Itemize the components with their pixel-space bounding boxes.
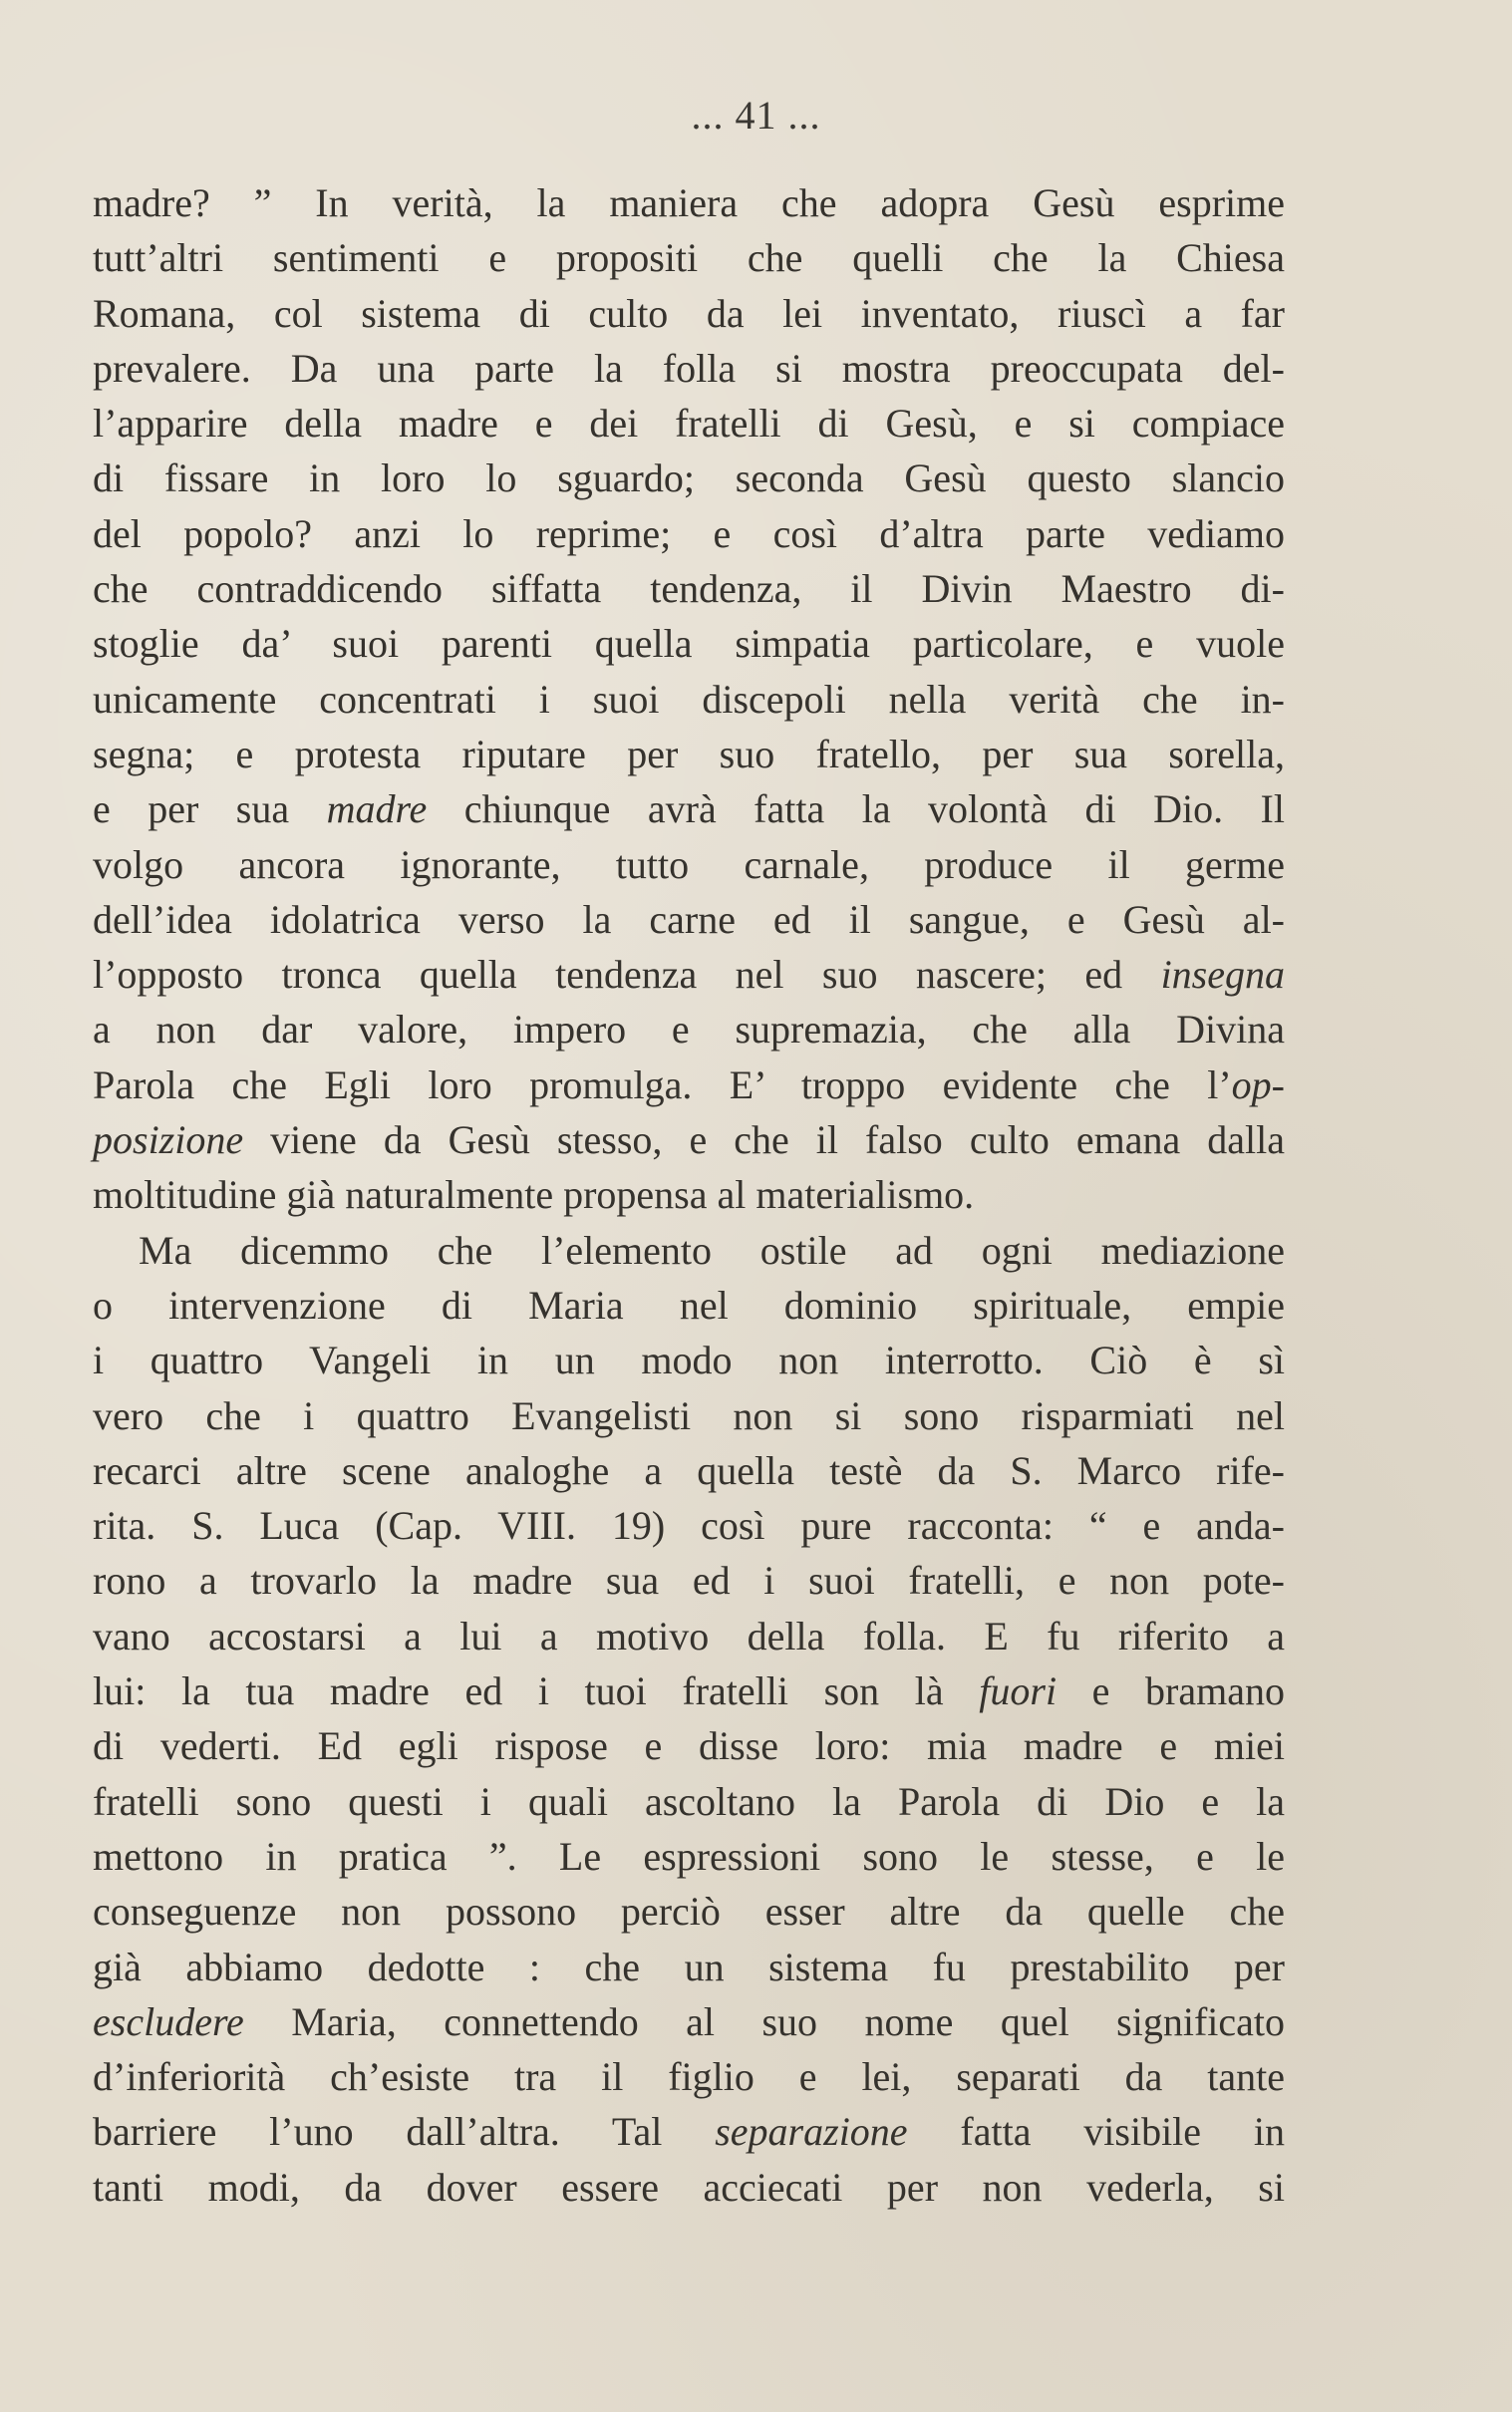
text-line xyxy=(93,286,1285,341)
text-segment: chiunque avrà fatta la volontà di Dio. Il xyxy=(427,786,1285,832)
text-segment: di fissare in loro lo sguardo; seconda Gesù questo slancio xyxy=(93,455,1285,501)
text-segment: vano accostarsi a lui a motivo della folla. E fu riferito a xyxy=(93,1613,1285,1658)
text-line xyxy=(93,1609,1285,1663)
text-segment: rita. S. Luca (Cap. VIII. 19) così pure racconta: “ e anda- xyxy=(93,1503,1285,1549)
text-segment: mettono in pratica ”. Le espressioni sono le stesse, e le xyxy=(93,1833,1285,1879)
text-segment: Maria, connettendo al suo nome quel significato xyxy=(243,1998,1285,2044)
text-segment: fratelli sono questi i quali ascoltano la Parola di Dio e la xyxy=(93,1778,1285,1824)
text-line xyxy=(93,1498,1285,1553)
text-line xyxy=(93,1884,1285,1939)
text-segment: stoglie da’ suoi parenti quella simpatia particolare, e vuole xyxy=(93,621,1285,667)
text-line xyxy=(93,2160,1285,2215)
text-line xyxy=(93,616,1285,671)
text-segment: l’opposto tronca quella tendenza nel suo nascere; ed xyxy=(93,952,1161,998)
text-line xyxy=(93,1774,1285,1829)
text-segment: Parola che Egli loro promulga. E’ troppo evidente che l’ xyxy=(93,1061,1232,1107)
text-segment: Ma dicemmo che l’elemento ostile ad ogni mediazione xyxy=(139,1227,1285,1273)
text-line xyxy=(93,781,1285,836)
text-line xyxy=(93,230,1285,285)
text-line xyxy=(93,837,1285,892)
italic-text: fuori xyxy=(979,1668,1058,1714)
text-segment: o intervenzione di Maria nel dominio spirituale, empie xyxy=(93,1282,1285,1328)
text-line xyxy=(93,1663,1285,1718)
text-segment: e per sua xyxy=(93,786,327,832)
text-line xyxy=(93,1002,1285,1056)
text-segment: già abbiamo dedotte : che un sistema fu prestabilito per xyxy=(93,1944,1285,1989)
text-line xyxy=(93,1057,1285,1112)
text-segment: che contraddicendo siffatta tendenza, il Divin Maestro di- xyxy=(93,566,1285,612)
text-line xyxy=(93,672,1285,727)
text-line xyxy=(93,947,1285,1002)
text-line xyxy=(93,451,1285,505)
text-segment: madre? ” In verità, la maniera che adopra Gesù esprime xyxy=(93,180,1285,225)
text-line xyxy=(93,1940,1285,1994)
text-segment: unicamente concentrati i suoi discepoli nella verità che in- xyxy=(93,676,1285,722)
text-line xyxy=(93,1333,1285,1387)
text-segment: barriere l’uno dall’altra. Tal xyxy=(93,2109,716,2155)
italic-text: escludere xyxy=(93,1998,244,2044)
text-segment: segna; e protesta riputare per suo fratello, per sua sorella, xyxy=(93,731,1285,776)
text-line xyxy=(93,1223,1285,1278)
text-segment: viene da Gesù stesso, e che il falso culto emana dalla xyxy=(243,1117,1285,1163)
text-line xyxy=(93,561,1285,616)
text-segment: recarci altre scene analoghe a quella testè da S. Marco rife- xyxy=(93,1447,1285,1493)
text-segment: rono a trovarlo la madre sua ed i suoi fratelli, e non pote- xyxy=(93,1558,1285,1604)
text-segment: di vederti. Ed egli rispose e disse loro: mia madre e miei xyxy=(93,1723,1285,1769)
text-line xyxy=(93,2104,1285,2159)
text-line xyxy=(93,1388,1285,1443)
text-segment: e bramano xyxy=(1057,1668,1285,1714)
text-line xyxy=(93,1994,1285,2049)
text-line xyxy=(93,396,1285,451)
text-line xyxy=(93,1829,1285,1884)
page-number-header: ... 41 ... xyxy=(691,93,821,138)
text-segment: l’apparire della madre e dei fratelli di Gesù, e si compiace xyxy=(93,401,1285,447)
italic-text: insegna xyxy=(1160,952,1285,998)
text-segment: prevalere. Da una parte la folla si mostra preoccupata del- xyxy=(93,345,1285,391)
text-line xyxy=(93,1718,1285,1773)
text-segment: fatta visibile in xyxy=(907,2109,1285,2155)
text-segment: moltitudine già naturalmente propensa al materialismo. xyxy=(93,1172,975,1218)
text-line xyxy=(93,2049,1285,2104)
text-segment: del popolo? anzi lo reprime; e così d’altra parte vediamo xyxy=(93,510,1285,556)
text-segment: a non dar valore, impero e supremazia, che alla Divina xyxy=(93,1007,1285,1053)
text-line xyxy=(93,892,1285,947)
text-segment: conseguenze non possono perciò esser altre da quelle che xyxy=(93,1889,1285,1935)
text-segment: tutt’altri sentimenti e propositi che quelli che la Chiesa xyxy=(93,235,1285,281)
text-line xyxy=(93,175,1285,230)
text-segment: Romana, col sistema di culto da lei inventato, riuscì a far xyxy=(93,290,1285,336)
text-segment: volgo ancora ignorante, tutto carnale, produce il germe xyxy=(93,841,1285,887)
text-line xyxy=(93,727,1285,781)
italic-text: posizione xyxy=(93,1117,244,1163)
text-segment: d’inferiorità ch’esiste tra il figlio e lei, separati da tante xyxy=(93,2054,1285,2100)
text-line xyxy=(93,1167,1285,1222)
text-segment: vero che i quattro Evangelisti non si sono risparmiati nel xyxy=(93,1392,1285,1438)
body-text xyxy=(93,175,1285,2215)
text-line xyxy=(93,1278,1285,1333)
italic-text: separazione xyxy=(715,2109,908,2155)
text-line xyxy=(93,341,1285,396)
text-segment: tanti modi, da dover essere acciecati per non vederla, si xyxy=(93,2164,1285,2210)
text-segment: i quattro Vangeli in un modo non interrotto. Ciò è sì xyxy=(93,1338,1285,1383)
text-segment: dell’idea idolatrica verso la carne ed il sangue, e Gesù al- xyxy=(93,896,1285,942)
italic-text: madre xyxy=(326,786,428,832)
text-line xyxy=(93,1553,1285,1608)
text-line xyxy=(93,1443,1285,1498)
italic-text: op- xyxy=(1231,1061,1285,1107)
text-segment: lui: la tua madre ed i tuoi fratelli son là xyxy=(93,1668,980,1714)
text-line xyxy=(93,1112,1285,1167)
text-line xyxy=(93,506,1285,561)
